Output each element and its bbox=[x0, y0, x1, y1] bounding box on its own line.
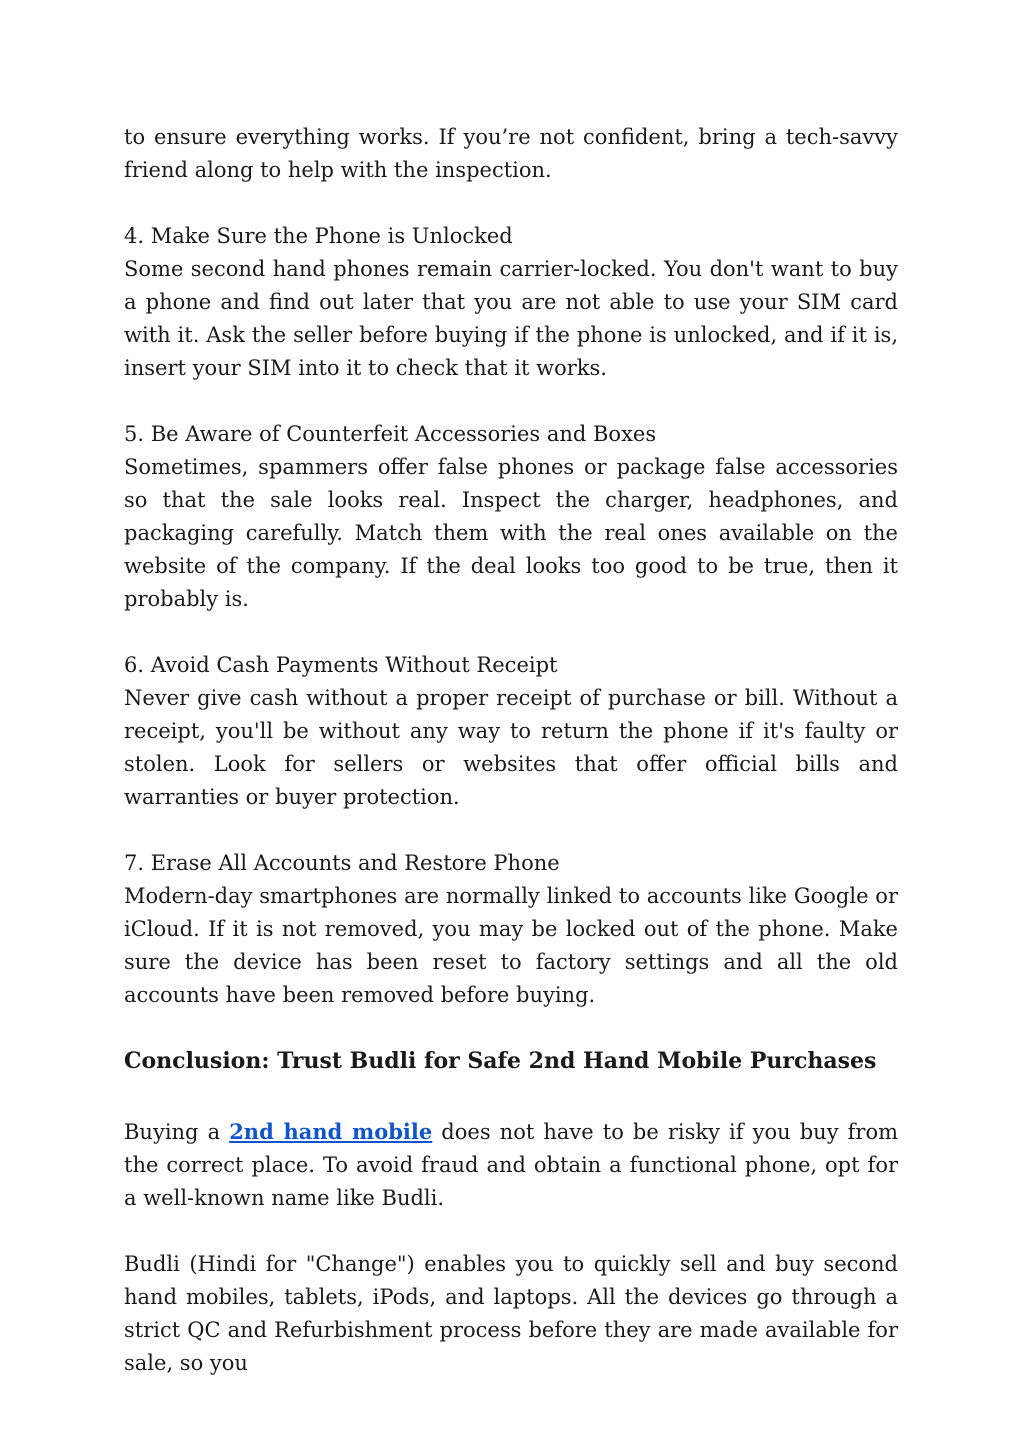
spacer bbox=[124, 385, 898, 418]
conclusion-heading: Conclusion: Trust Budli for Safe 2nd Hand Mobile Purchases bbox=[124, 1048, 877, 1074]
section-counterfeit bbox=[124, 418, 898, 616]
spacer bbox=[124, 1012, 898, 1045]
conclusion-paragraph-1 bbox=[124, 1115, 898, 1215]
conclusion-paragraph-2: Budli (Hindi for "Change") enables you to quickly sell and buy second hand mobiles, tablets, iPods, and laptops. All the devices go through a strict QC and Refurbishment process before they are made available for sale, so you bbox=[124, 1252, 898, 1375]
section-unlocked bbox=[124, 220, 898, 385]
section-body: Some second hand phones remain carrier-locked. You don't want to buy a phone and find out later that you are not able to use your SIM card with it. Ask the seller before buying if the phone is unlocked, and if it is, insert your SIM into it to check that it works. bbox=[124, 257, 898, 380]
spacer bbox=[124, 814, 898, 847]
section-body: Never give cash without a proper receipt of purchase or bill. Without a receipt, you'll be without any way to return the phone if it's faulty or stolen. Look for sellers or websites that offer official bills and warranties or buyer protection. bbox=[124, 686, 898, 809]
document-page bbox=[124, 121, 898, 1380]
2nd-hand-mobile-link[interactable]: 2nd hand mobile bbox=[229, 1119, 433, 1144]
paragraph-text: Buying a bbox=[124, 1120, 230, 1144]
spacer bbox=[124, 616, 898, 649]
section-cash-payments bbox=[124, 649, 898, 814]
intro-paragraph: to ensure everything works. If you’re not confident, bring a tech-savvy friend along to help with the inspection. bbox=[124, 125, 898, 182]
section-erase-accounts bbox=[124, 847, 898, 1012]
section-body: Modern-day smartphones are normally linked to accounts like Google or iCloud. If it is not removed, you may be locked out of the phone. Make sure the device has been reset to factory settings and all the old accounts have been removed before buying. bbox=[124, 884, 898, 1007]
section-heading: 4. Make Sure the Phone is Unlocked bbox=[124, 224, 513, 248]
section-body: Sometimes, spammers offer false phones or package false accessories so that the sale looks real. Inspect the charger, headphones, and packaging carefully. Match them with the real ones available on the website of the company. If the deal looks too good to be true, then it probably is. bbox=[124, 455, 898, 611]
spacer bbox=[124, 187, 898, 220]
section-heading: 5. Be Aware of Counterfeit Accessories and Boxes bbox=[124, 422, 657, 446]
spacer bbox=[124, 1215, 898, 1248]
spacer bbox=[124, 1078, 898, 1115]
paragraph-text: does not have to be risky if you buy from the correct place. To avoid fraud and obtain a functional phone, opt for a well-known name like Budli. bbox=[124, 1120, 898, 1210]
section-heading: 7. Erase All Accounts and Restore Phone bbox=[124, 851, 560, 875]
section-heading: 6. Avoid Cash Payments Without Receipt bbox=[124, 653, 558, 677]
